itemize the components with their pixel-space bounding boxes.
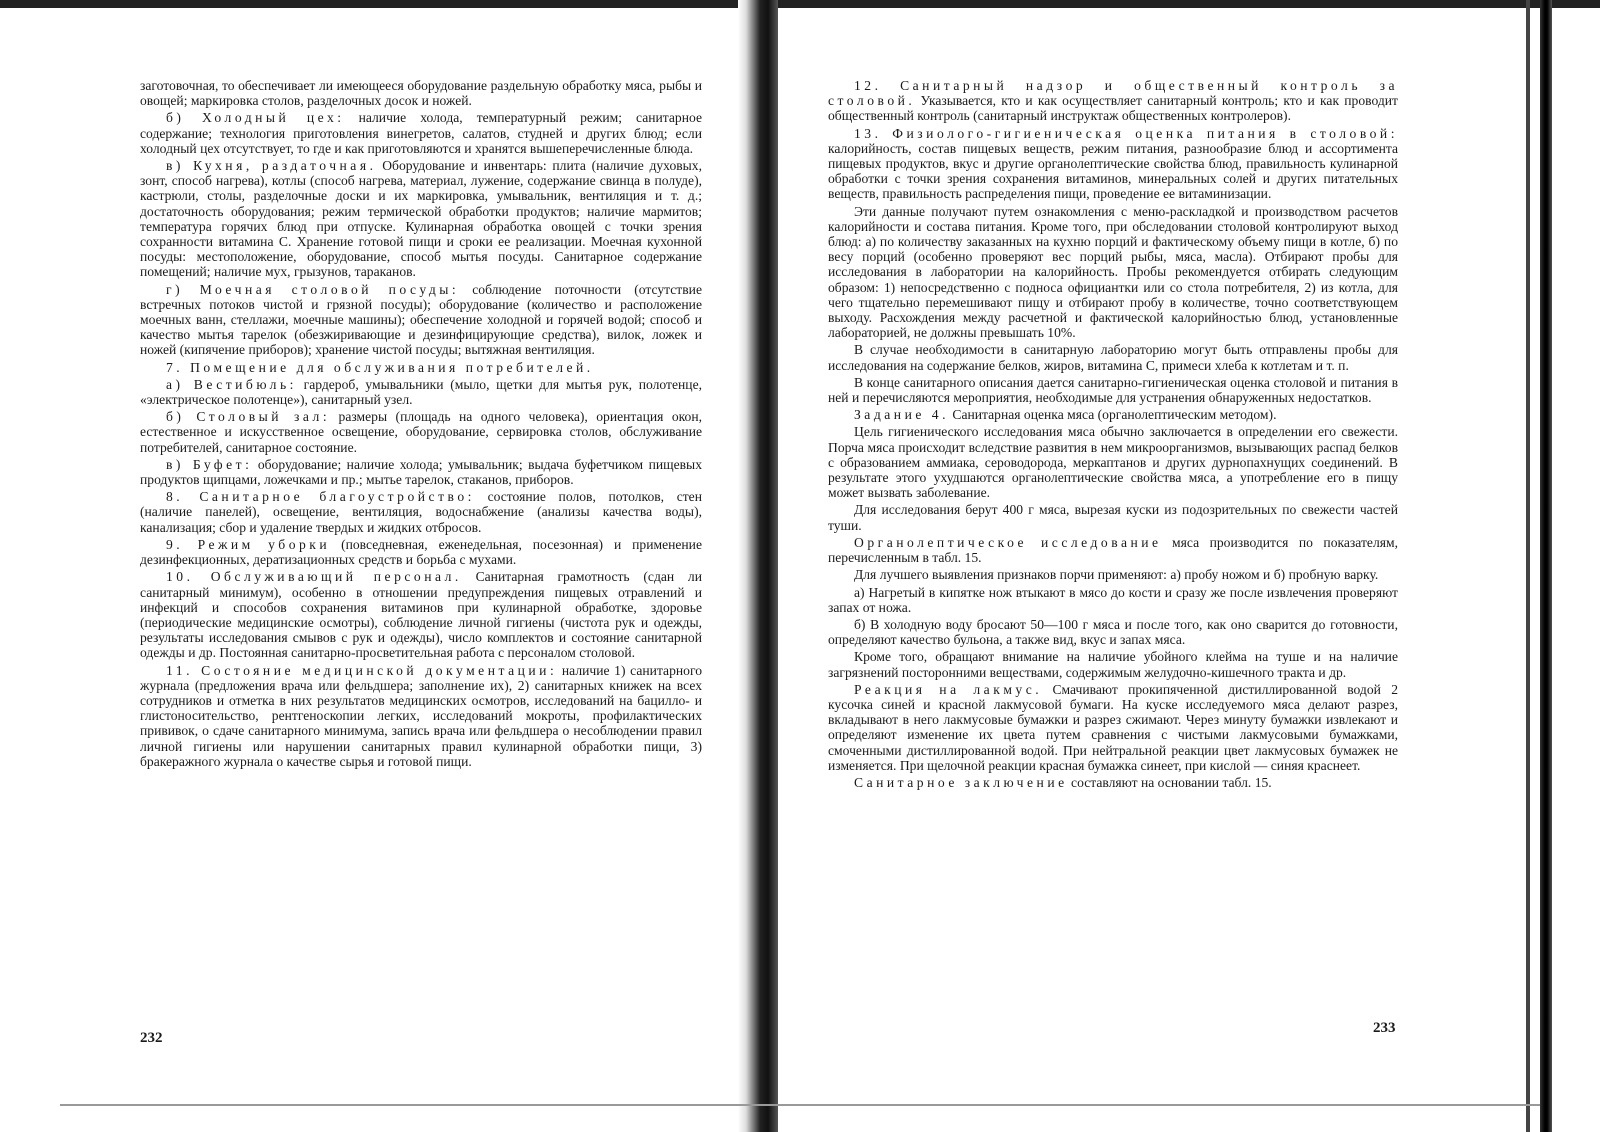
paragraph-heading: 13. Физиолого-гигиеническая оценка питания в столовой: [854, 125, 1398, 141]
paragraph [828, 585, 1398, 615]
paragraph-text: Эти данные получают путем ознакомления с меню-раскладкой и производством расчетов калорийности и состава питания. Кроме того, при обследовании столовой контролируют выход блюд: а) по количеству заказанных на кухню порций и фактическому объему пищи в котле, б) по весу порций (особенно проверяют вес порций рыбы, мяса, масла). Отбирают пробы для исследования в лаборатории на калорийность. Пробы рекомендуется отбирать следующим образом: 1) непосредственно с подноса официантки или со стола потребителя, 2) из котла, для чего тщательно перемешивают пищу и отбирают пробу в количестве, точно соответствующем выходу. Расхождения между расчетной и фактической калорийностью блюд, установленные лабораторией, не должны превышать 10%. [828, 203, 1398, 341]
paragraph-heading: в) Кухня, раздаточная. [166, 158, 377, 174]
paragraph-text: б) В холодную воду бросают 50—100 г мяса и после того, как оно сварится до готовности, определяют качество бульона, а также вид, вкус и запах мяса. [828, 616, 1398, 648]
paragraph-text: Санитарная грамотность (сдан ли санитарный минимум), особенно в отношении предупреждения пищевых отравлений и инфекций и способов сохранения витаминов при кулинарной обработке, здоровье (периодические медицинские осмотры), соблюдение личной гигиены (чистота рук и одежды, результаты исследования смывов с рук и одежды), число комплектов и состояние санитарной одежды и др. Постоянная санитарно-просветительная работа с персоналом столовой. [140, 569, 702, 661]
paragraph-text: Смачивают прокипяченной дистиллированной водой 2 кусочка синей и красной лакмусовой бумаги. На куске исследуемого мяса делают разрез, вкладывают в него лакмусовые бумажки и разрез сжимают. Через минуту бумажки извлекают и определяют изменение их цвета путем сравнения с чистыми лакмусовыми бумажками, смоченными дистиллированной водой. При нейтральной реакции цвет лакмусовых бумажек не изменяется. При щелочной реакции красная бумажка синеет, при кислой — синяя краснеет. [828, 681, 1398, 773]
paragraph [828, 775, 1398, 790]
left-page-text [140, 78, 702, 771]
paragraph-heading: Санитарное заключение [854, 774, 1068, 790]
paragraph [140, 110, 702, 156]
book-gutter [738, 0, 778, 1132]
paragraph-heading: 12. Санитарный надзор и общественный контроль за столовой. [828, 78, 1398, 109]
paragraph [140, 78, 702, 108]
paragraph-text: Цель гигиенического исследования мяса обычно заключается в определении его свежести. Порча мяса происходит вследствие развития в нем микроорганизмов, вызывающих распад белков с образованием аммиака, сероводорода, меркаптанов и других дурнопахнущих соединений. В результате этого ухудшаются органолептические свойства мяса, а употребление его в пищу может вызвать заболевание. [828, 424, 1398, 501]
paragraph-heading: а) Вестибюль: [166, 376, 297, 392]
left-page [0, 8, 766, 1118]
paragraph [140, 360, 702, 375]
paragraph-text: Оборудование и инвентарь: плита (наличие духовых, зонт, способ нагрева), котлы (способ нагрева, материал, лужение, содержание свинца в полуде), кастрюли, столы, разделочные доски и их маркировка, умывальник, вентиляция и т. д.; достаточность оборудования; режим термической обработки продуктов; наличие мармитов; температура горячих блюд при отпуске. Кулинарная обработка овощей с точки зрения сохранности витамина С. Хранение готовой пищи и сроки ее реализации. Моечная кухонной посуды: местоположение, оборудование, способ мытья посуды. Санитарное содержание помещений; наличие мух, грызунов, тараканов. [140, 158, 702, 280]
paragraph-heading: Реакция на лакмус. [854, 681, 1043, 697]
paragraph [828, 375, 1398, 405]
paragraph [828, 126, 1398, 202]
paragraph-text: В случае необходимости в санитарную лабораторию могут быть отправлены пробы для исследования на содержание белков, жиров, витамина С, примеси хлеба к котлетам и т. п. [828, 342, 1398, 373]
page-edge-line [1526, 0, 1530, 1132]
scan-right-edge [1540, 0, 1552, 1132]
paragraph-text: В конце санитарного описания дается санитарно-гигиеническая оценка столовой и питания в ней и перечисляются мероприятия, необходимые для устранения обнаруженных недостатков. [828, 374, 1398, 406]
paragraph [828, 535, 1398, 565]
right-page [778, 8, 1600, 1118]
paragraph-text: наличие 1) санитарного журнала (предложения врача или фельдшера; заполнение их), 2) санитарных книжек на всех сотрудников и отметка в них результатов медицинских осмотров, исследований на бацилло- и глистоносительство, рентгеноскопии легких, исследований мокроты, профилактических прививок, о сдаче санитарного минимума, запись врача или фельдшера о несоблюдении правил личной гигиены или нарушении санитарных правил кулинарной обработки пищи, 3) бракеражного журнала о качестве сырья и готовой пищи. [140, 662, 702, 769]
paragraph-text: гардероб, умывальники (мыло, щетки для мытья рук, полотенце, «электрическое полотенце»), санитарный узел. [140, 376, 702, 408]
paragraph-heading: в) Буфет: [166, 456, 253, 472]
paragraph-text: Для лучшего выявления признаков порчи применяют: а) пробу ножом и б) пробную варку. [854, 567, 1379, 583]
paragraph [140, 158, 702, 280]
paragraph-heading: б) Холодный цех: [166, 110, 345, 126]
paragraph-heading: 8. Санитарное благоустройство: [166, 489, 475, 505]
right-page-text [828, 78, 1398, 792]
paragraph [828, 424, 1398, 500]
paragraph-heading: б) Столовый зал: [166, 409, 331, 425]
paragraph [140, 409, 702, 455]
paragraph-text: соблюдение поточности (отсутствие встречных потоков чистой и грязной посуды); оборудование (количество и расположение моечных ванн, стеллажи, моечные машины); обеспечение холодной и горячей водой; способ и качество мытья тарелок (обезжиривающие и дезинфицирующие средства), вилок, ложек и ножей (кипячение приборов); хранение чистой посуды; вытяжная вентиляция. [140, 281, 702, 358]
paragraph [828, 502, 1398, 532]
paragraph-text: мяса производится по показателям, перечисленным в табл. 15. [828, 534, 1398, 566]
paragraph-heading: 9. Режим уборки [166, 536, 331, 552]
paragraph-text: Кроме того, обращают внимание на наличие убойного клейма на туше и на наличие загрязнений посторонними веществами, содержимым желудочно-кишечного тракта и др. [828, 649, 1398, 680]
paragraph-heading: 7. Помещение для обслуживания потребителей. [166, 359, 594, 375]
paragraph [140, 489, 702, 535]
paragraph [828, 407, 1398, 422]
paragraph-text: оборудование; наличие холода; умывальник; выдача буфетчиком пищевых продуктов щипцами, ложечками и пр.; мытье тарелок, стаканов, приборов. [140, 456, 702, 488]
paragraph-text: Указывается, кто и как осуществляет санитарный контроль; кто и как проводит общественный контроль (санитарный инструктаж общественных контролеров). [828, 93, 1398, 124]
paragraph [828, 342, 1398, 372]
paragraph [828, 617, 1398, 647]
paragraph [828, 78, 1398, 124]
paragraph-text: Санитарная оценка мяса (органолептическим методом). [948, 407, 1277, 423]
paragraph-heading: 11. Состояние медицинской документации: [166, 662, 558, 678]
paragraph-heading: Органолептическое исследование [854, 534, 1162, 550]
paragraph-text: а) Нагретый в кипятке нож втыкают в мясо до кости и сразу же после извлечения проверяют запах от ножа. [828, 584, 1398, 615]
paragraph-heading: 10. Обслуживающий персонал. [166, 569, 462, 585]
paragraph [828, 649, 1398, 679]
right-page-number: 233 [1373, 1020, 1396, 1036]
paragraph [140, 377, 702, 407]
paragraph-heading: Задание 4. [854, 407, 949, 423]
paragraph [828, 567, 1398, 582]
paragraph-text: заготовочная, то обеспечивает ли имеющееся оборудование раздельную обработку мяса, рыбы и овощей; маркировка столов, разделочных досок и ножей. [140, 78, 702, 109]
paragraph-text: размеры (площадь на одного человека), ориентация окон, естественное и искусственное освещение, оборудование, сервировка столов, обслуживание потребителей, санитарное состояние. [140, 409, 702, 455]
paragraph [140, 282, 702, 358]
paragraph-text: калорийность, состав пищевых веществ, режим питания, разнообразие блюд и ассортимента пищевых продуктов, вкус и другие органолептические свойства блюд, правильность кулинарной обработки с точки зрения сохранения витаминов, минеральных солей и других питательных веществ, правильность распределения пищи, проведение ее витаминизации. [828, 140, 1398, 202]
paragraph [828, 204, 1398, 341]
paragraph-text: составляют на основании табл. 15. [1067, 774, 1272, 790]
paragraph-heading: г) Моечная столовой посуды: [166, 281, 460, 297]
top-scan-edge [0, 0, 1600, 8]
paragraph [140, 457, 702, 487]
paragraph [140, 537, 702, 567]
paragraph-text: (повседневная, еженедельная, посезонная) и применение дезинфекционных, дератизационных средств и борьба с мухами. [140, 536, 702, 568]
paragraph [828, 682, 1398, 773]
paragraph-text: наличие холода, температурный режим; санитарное содержание; технология приготовления винегретов, салатов, студней и других блюд; если холодный цех отсутствует, то где и как приготовляются и хранятся вышеперечисленные блюда. [140, 110, 703, 156]
paragraph [140, 569, 702, 660]
bottom-page-edge [60, 1104, 1540, 1106]
paragraph-text: Для исследования берут 400 г мяса, вырезая куски из подозрительных по свежести частей туши. [828, 502, 1398, 533]
left-page-number: 232 [140, 1030, 163, 1046]
paragraph [140, 663, 702, 769]
paragraph-text: состояние полов, потолков, стен (наличие панелей), освещение, вентиляция, водоснабжение (анализы качества воды), канализация; сбор и удаление твердых и жидких отбросов. [140, 489, 702, 535]
